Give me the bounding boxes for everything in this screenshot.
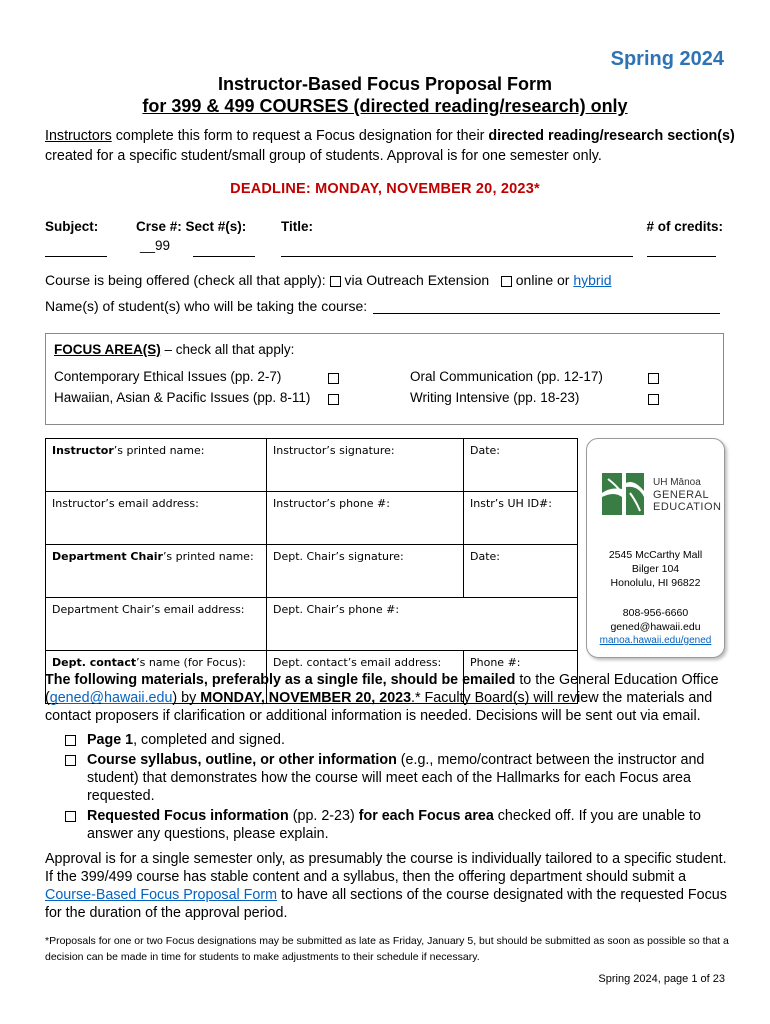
page-number: Spring 2024, page 1 of 23 xyxy=(598,973,725,985)
gened-office-box xyxy=(586,438,725,658)
cell-label: ’s printed name: xyxy=(162,550,254,563)
hap-checkbox[interactable] xyxy=(328,394,339,405)
address-line: Bilger 104 xyxy=(631,563,680,575)
focus-heading-suffix: – check all that apply: xyxy=(160,342,295,357)
approval-text-2: to have all sections of the course designated with the requested Focus for the duration of the approval period. xyxy=(45,887,727,921)
title-label: Title: xyxy=(281,219,314,234)
item-text: (pp. 2-23) xyxy=(288,808,359,824)
cell-label: Instructor’s email address: xyxy=(52,497,199,510)
outreach-label: via Outreach Extension xyxy=(344,272,490,288)
table-row xyxy=(46,598,578,651)
materials-paragraph xyxy=(45,671,735,725)
gened-logo-text xyxy=(653,477,721,513)
materials-date: MONDAY, NOVEMBER 20, 2023 xyxy=(200,690,412,706)
form-title: Instructor-Based Focus Proposal Form xyxy=(217,74,553,94)
materials-text-3: .* Faculty Board(s) will review the materials and contact proposers if clarification or additional information is needed. Decisions will be sent out via email. xyxy=(45,690,713,724)
logo-line-3: EDUCATION xyxy=(653,501,722,513)
chair-phone-cell[interactable] xyxy=(267,598,578,651)
cell-label: ’s name (for Focus): xyxy=(136,656,246,669)
cell-label: Dept. Chair’s signature: xyxy=(273,550,404,563)
item-text-2: checked off. If you are unable to answer any questions, please explain. xyxy=(87,808,701,842)
item-bold: Requested Focus information xyxy=(87,808,289,824)
office-url-link[interactable]: manoa.hawaii.edu/gened xyxy=(599,635,712,646)
cell-label: Date: xyxy=(470,550,500,563)
form-subtitle: for 399 & 499 COURSES (directed reading/research) only xyxy=(142,96,628,116)
cell-label: Phone #: xyxy=(470,656,521,669)
intro-text-1: complete this form to request a Focus designation for their xyxy=(111,128,489,144)
gened-email-link[interactable]: gened@hawaii.edu xyxy=(49,690,173,706)
instructor-email-cell[interactable] xyxy=(46,492,267,545)
signature-table xyxy=(45,438,578,704)
table-row xyxy=(46,439,578,492)
intro-bold: directed reading/research section(s) xyxy=(488,128,735,144)
approval-paragraph xyxy=(45,850,735,922)
gened-logo-icon xyxy=(600,471,646,517)
materials-list xyxy=(65,731,725,845)
cell-label: Department Chair’s email address: xyxy=(52,603,245,616)
crse-value[interactable]: __99 xyxy=(140,238,171,253)
item-bold-2: for each Focus area xyxy=(358,808,494,824)
credits-label: # of credits: xyxy=(646,219,723,234)
credits-field[interactable] xyxy=(647,256,716,257)
cell-label: Dept. Chair’s phone #: xyxy=(273,603,400,616)
materials-text-2: ) by xyxy=(172,690,201,706)
cell-label: Instr’s UH ID#: xyxy=(470,497,552,510)
office-address xyxy=(587,548,724,590)
chair-date-cell[interactable] xyxy=(464,545,578,598)
focus-item-hap: Hawaiian, Asian & Pacific Issues (pp. 8-11) xyxy=(54,390,311,405)
item-bold: Course syllabus, outline, or other information xyxy=(87,752,397,768)
online-checkbox[interactable] xyxy=(501,276,512,287)
item-checkbox[interactable] xyxy=(65,735,76,746)
hybrid-link[interactable]: hybrid xyxy=(573,272,612,288)
office-contact xyxy=(587,606,724,648)
students-field[interactable] xyxy=(373,313,720,314)
approval-text-1: Approval is for a single semester only, as presumably the course is individually tailored to a specific student. If the 399/499 course has stable content and a syllabus, then the offering department should submit a xyxy=(45,851,727,885)
outreach-checkbox[interactable] xyxy=(330,276,341,287)
intro-instructors: Instructors xyxy=(45,128,112,144)
item-text: , completed and signed. xyxy=(133,732,285,748)
table-row xyxy=(46,492,578,545)
cell-label: Date: xyxy=(470,444,500,457)
focus-heading-label: FOCUS AREA(S) xyxy=(54,342,161,357)
focus-item-oral: Oral Communication (pp. 12-17) xyxy=(410,369,603,384)
chair-name-cell[interactable] xyxy=(46,545,267,598)
materials-text-1: to the General Education Office ( xyxy=(45,672,719,706)
semester-label: Spring 2024 xyxy=(610,48,724,70)
cell-bold: Instructor xyxy=(52,444,114,457)
list-item xyxy=(65,807,725,843)
office-phone: 808-956-6660 xyxy=(622,607,689,619)
cell-bold: Department Chair xyxy=(52,550,163,563)
cell-label: ’s printed name: xyxy=(113,444,205,457)
focus-heading xyxy=(54,342,294,357)
online-label: online or xyxy=(515,272,574,288)
offered-line xyxy=(45,272,612,288)
cell-label: Instructor’s phone #: xyxy=(273,497,390,510)
cell-bold: Dept. contact xyxy=(52,656,137,669)
oral-checkbox[interactable] xyxy=(648,373,659,384)
cell-label: Instructor’s signature: xyxy=(273,444,395,457)
cell-label: Dept. contact’s email address: xyxy=(273,656,442,669)
crse-sect-label: Crse #: Sect #(s): xyxy=(136,219,247,234)
table-row xyxy=(46,545,578,598)
chair-signature-cell[interactable] xyxy=(267,545,464,598)
item-bold: Page 1 xyxy=(87,732,134,748)
focus-item-writing: Writing Intensive (pp. 18-23) xyxy=(410,390,580,405)
address-line: Honolulu, HI 96822 xyxy=(610,577,701,589)
deadline-notice: DEADLINE: MONDAY, NOVEMBER 20, 2023* xyxy=(230,181,540,197)
list-item xyxy=(65,751,725,805)
ethics-checkbox[interactable] xyxy=(328,373,339,384)
materials-bold: The following materials, preferably as a single file, should be emailed xyxy=(45,672,516,688)
logo-line-2: GENERAL xyxy=(653,489,710,501)
instructor-uhid-cell[interactable] xyxy=(464,492,578,545)
chair-email-cell[interactable] xyxy=(46,598,267,651)
item-text: (e.g., memo/contract between the instructor and student) that demonstrates how the course will meet each of the Hallmarks for each Focus area requested. xyxy=(87,752,705,804)
list-item xyxy=(65,731,725,749)
intro-paragraph xyxy=(45,126,735,166)
item-checkbox[interactable] xyxy=(65,755,76,766)
instructor-name-cell[interactable] xyxy=(46,439,267,492)
instructor-date-cell[interactable] xyxy=(464,439,578,492)
focus-area-box xyxy=(45,333,724,425)
subject-field[interactable] xyxy=(45,256,107,257)
focus-item-ethics: Contemporary Ethical Issues (pp. 2-7) xyxy=(54,369,282,384)
students-label: Name(s) of student(s) who will be taking the course: xyxy=(45,298,368,314)
logo-line-1: UH Mānoa xyxy=(653,477,701,488)
title-field[interactable] xyxy=(281,256,633,257)
intro-text-2: created for a specific student/small group of students. Approval is for one semester only. xyxy=(45,148,602,164)
writing-checkbox[interactable] xyxy=(648,394,659,405)
item-checkbox[interactable] xyxy=(65,811,76,822)
offered-prefix: Course is being offered (check all that apply): xyxy=(45,272,330,288)
course-based-form-link[interactable]: Course-Based Focus Proposal Form xyxy=(45,887,278,903)
sect-field[interactable] xyxy=(193,256,255,257)
instructor-phone-cell[interactable] xyxy=(267,492,464,545)
instructor-signature-cell[interactable] xyxy=(267,439,464,492)
subject-label: Subject: xyxy=(45,219,99,234)
address-line: 2545 McCarthy Mall xyxy=(608,549,703,561)
footnote: *Proposals for one or two Focus designations may be submitted as late as Friday, January 5, but should be submitted as soon as possible so that a decision can be made in time for students to make adjustments to their schedule if necessary. xyxy=(45,935,729,963)
office-email: gened@hawaii.edu xyxy=(610,621,701,633)
